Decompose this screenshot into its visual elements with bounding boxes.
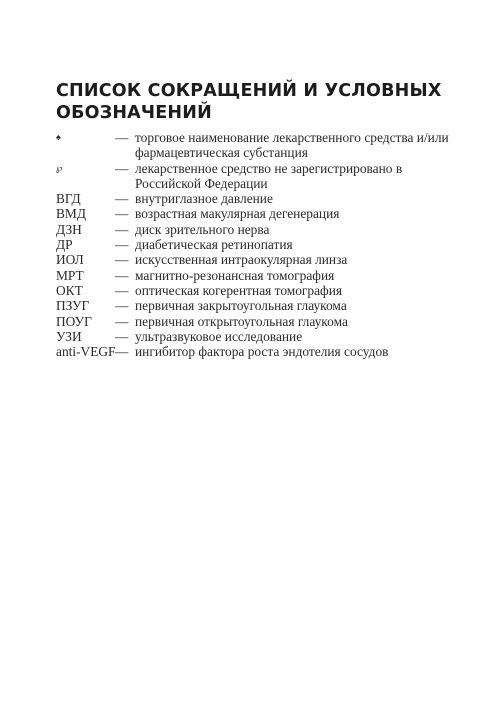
entry-dash: —: [115, 130, 129, 145]
abbreviation-entry: [56, 344, 456, 359]
abbreviation-entry: [56, 314, 456, 329]
abbreviation-entry: [56, 283, 456, 298]
abbreviation-entry: [56, 222, 456, 237]
abbreviation-list: [56, 130, 456, 359]
entry-dash: —: [115, 298, 129, 314]
abbreviation-definition: ингибитор фактора роста эндотелия сосудов: [135, 344, 389, 360]
abbreviation-term: ДЗН: [56, 221, 82, 237]
abbreviation-definition: первичная открытоугольная глаукома: [135, 313, 348, 329]
trade-name-symbol-icon: ♠: [56, 132, 61, 142]
entry-dash: —: [115, 191, 129, 207]
abbreviation-definition: торговое наименование лекарственного средства и/или фармацевтическая субстанция: [135, 130, 449, 161]
abbreviation-term: ИОЛ: [56, 252, 84, 268]
abbreviation-entry: [56, 130, 456, 161]
abbreviation-definition: ультразвуковое исследование: [135, 328, 303, 344]
page-title: [56, 80, 456, 124]
abbreviation-definition: возрастная макулярная дегенерация: [135, 206, 340, 222]
abbreviation-entry: [56, 237, 456, 252]
abbreviation-definition: оптическая когерентная томография: [135, 282, 343, 298]
unregistered-drug-symbol-icon: ℘: [56, 162, 63, 173]
entry-dash: —: [115, 267, 129, 283]
abbreviation-definition: внутриглазное давление: [135, 191, 273, 207]
page-title-line-1: СПИСОК СОКРАЩЕНИЙ И УСЛОВНЫХ: [56, 81, 442, 101]
entry-dash: —: [115, 252, 129, 268]
abbreviation-definition: лекарственное средство не зарегистрировано в Российской Федерации: [135, 160, 403, 191]
abbreviation-entry: [56, 161, 456, 192]
abbreviation-entry: [56, 329, 456, 344]
entry-dash: —: [115, 313, 129, 329]
abbreviation-definition: диабетическая ретинопатия: [135, 237, 293, 253]
abbreviation-entry: [56, 298, 456, 313]
abbreviation-term: ПОУГ: [56, 313, 92, 329]
abbreviation-term: ВМД: [56, 206, 86, 222]
abbreviation-term: ПЗУГ: [56, 298, 90, 314]
abbreviation-entry: [56, 268, 456, 283]
abbreviation-definition: искусственная интраокулярная линза: [135, 252, 348, 268]
entry-dash: —: [115, 160, 129, 176]
abbreviation-term: anti-VEGF: [56, 344, 116, 360]
entry-dash: —: [115, 237, 129, 253]
entry-dash: —: [115, 328, 129, 344]
entry-dash: —: [115, 282, 129, 298]
abbreviation-entry: [56, 252, 456, 267]
entry-dash: —: [115, 344, 129, 360]
abbreviation-definition: диск зрительного нерва: [135, 221, 270, 237]
abbreviation-entry: [56, 206, 456, 221]
abbreviation-term: ВГД: [56, 191, 81, 207]
page-title-line-2: ОБОЗНАЧЕНИЙ: [56, 103, 212, 123]
entry-dash: —: [115, 221, 129, 237]
abbreviation-definition: магнитно-резонансная томография: [135, 267, 335, 283]
abbreviation-entry: [56, 191, 456, 206]
abbreviation-term: ДР: [56, 237, 73, 253]
abbreviation-term: УЗИ: [56, 328, 82, 344]
abbreviation-term: ОКТ: [56, 282, 83, 298]
document-page: [56, 80, 456, 359]
abbreviation-term: МРТ: [56, 267, 84, 283]
entry-dash: —: [115, 206, 129, 222]
abbreviation-definition: первичная закрытоугольная глаукома: [135, 298, 347, 314]
